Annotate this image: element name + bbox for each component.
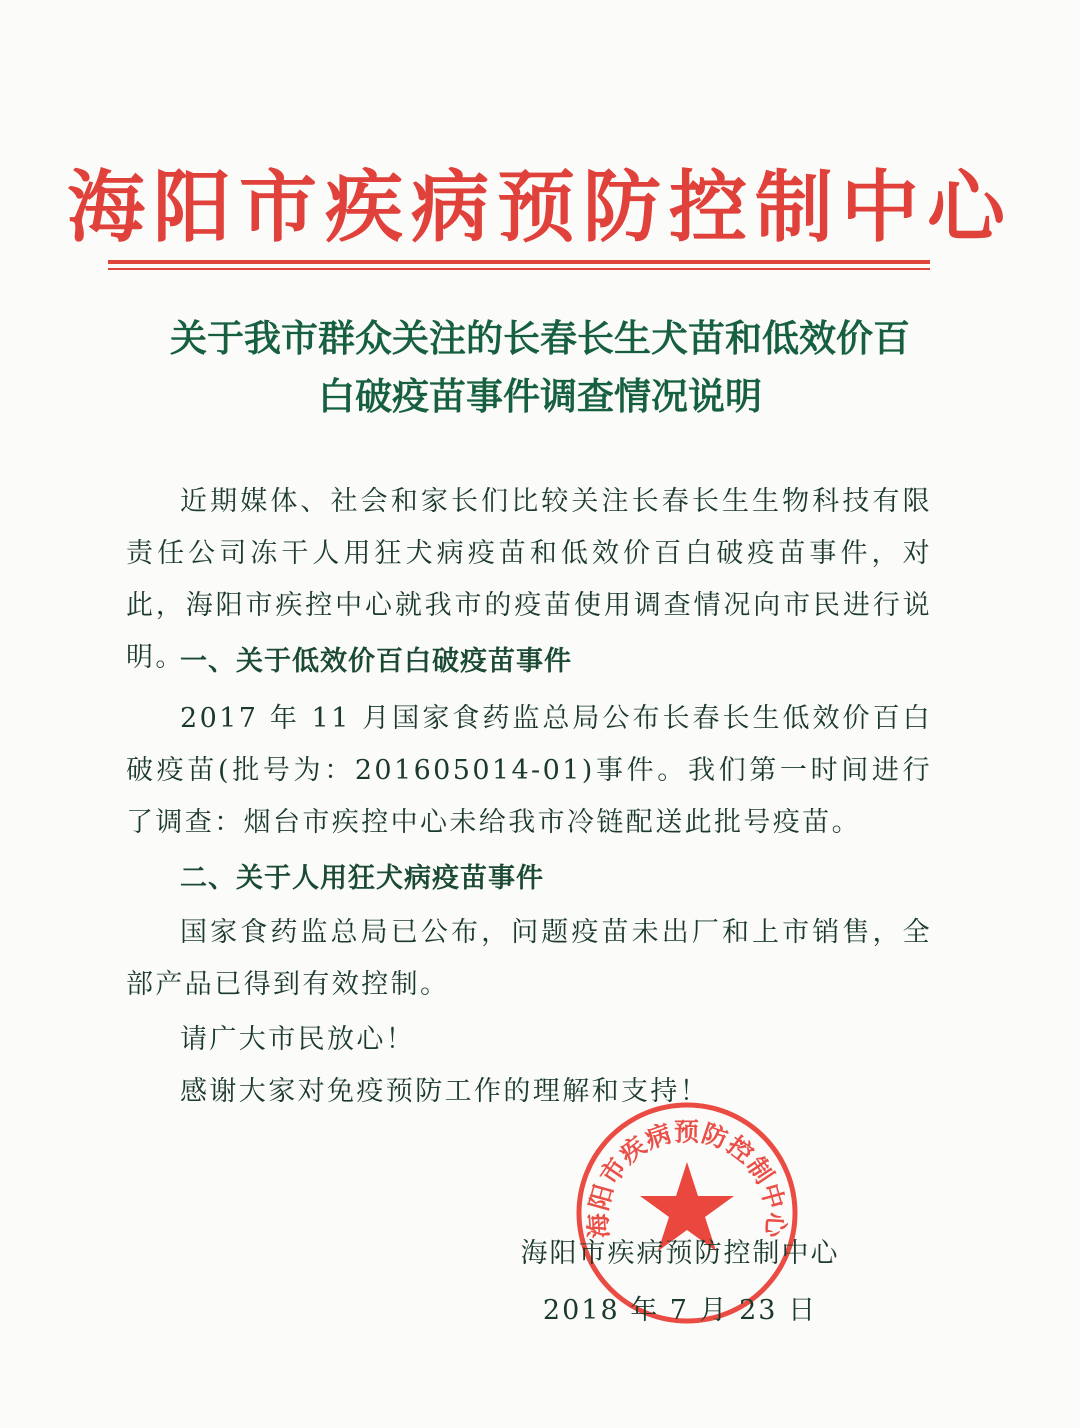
signature-date: 2018 年 7 月 23 日 [542,1295,818,1326]
signature-org: 海阳市疾病预防控制中心 [520,1238,840,1269]
seal-text: 海阳市疾病预防控制中心 [583,1117,791,1240]
header-rule-thin [108,268,930,270]
section2-heading: 二、关于人用狂犬病疫苗事件 [180,863,544,894]
section1-paragraph: 2017 年 11 月国家食药监总局公布长春长生低效价百白破疫苗(批号为：201605014-01)事件。我们第一时间进行了调查：烟台市疾控中心未给我市冷链配送此批号疫苗。 [126,703,932,838]
closing-line-1: 请广大市民放心！ [180,1024,416,1055]
section2-paragraph: 国家食药监总局已公布，问题疫苗未出厂和上市销售，全部产品已得到有效控制。 [126,917,932,1000]
header-rule-thick [108,260,930,264]
closing-line-2: 感谢大家对免疫预防工作的理解和支持！ [180,1076,710,1107]
intro-paragraph: 近期媒体、社会和家长们比较关注长春长生生物科技有限责任公司冻干人用狂犬病疫苗和低效价百白破疫苗事件，对此，海阳市疾控中心就我市的疫苗使用调查情况向市民进行说明。 [126,486,932,673]
title-line-1: 关于我市群众关注的长春长生犬苗和低效价百 [170,317,910,360]
section1-heading: 一、关于低效价百白破疫苗事件 [180,646,572,677]
document-title [80,310,1000,426]
org-header: 海阳市疾病预防控制中心 [66,162,1013,253]
title-line-2: 白破疫苗事件调查情况说明 [318,375,762,418]
